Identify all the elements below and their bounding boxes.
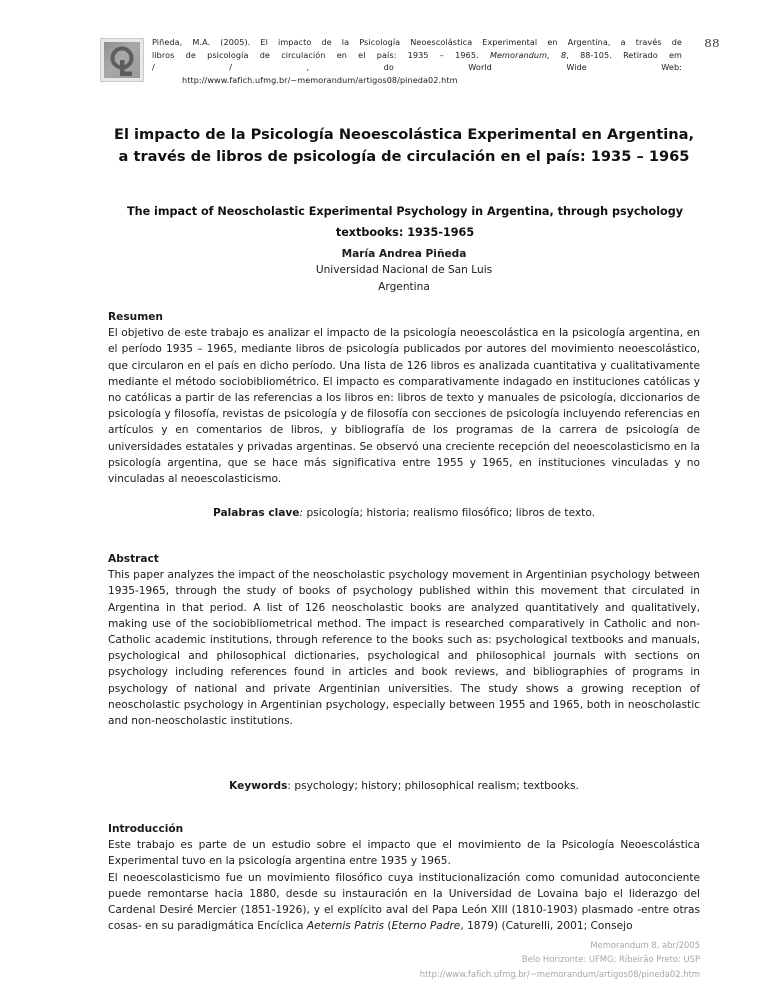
abstract-heading: Abstract bbox=[108, 553, 159, 565]
palabras-clave-separator: : bbox=[299, 507, 304, 519]
author-name: María Andrea Piñeda bbox=[341, 248, 467, 260]
memorandum-q-logo-icon bbox=[100, 38, 144, 82]
enciclica-title-translation: Eterno Padre bbox=[391, 920, 461, 933]
logo-graphic bbox=[104, 42, 140, 78]
keywords-label: Keywords bbox=[229, 780, 288, 792]
palabras-clave-line bbox=[108, 505, 700, 521]
citation-text bbox=[152, 36, 682, 86]
abstract-body: This paper analyzes the impact of the neoscholastic psychology movement in Argentinian psychology between 1935-1965, through the study of books of psychology published within this movement that circulated in Argentina in that period. A list of 126 neoscholastic books are analyzed quantitatively and qualitatively, making use of the sociobibliometrical method. The impact is researched comparatively in Catholic and non-Catholic academic institutions, through reference to the books such as: psychological textbooks and manuals, psychological and philosophical dictionaries, psychological and philosophical journals with sections on psychology including references found in articles and book reviews, and bibliographies of programs in psychology of national and private Argentinian universities. The study shows a growing reception of neoscholastic psychology in Argentinian psychology, especially between 1955 and 1965, both in neoscholastic and non-neoscholastic institutions. bbox=[108, 569, 700, 728]
palabras-clave-value: psicología; historia; realismo filosófico; libros de texto. bbox=[303, 507, 596, 519]
page-title-english: The impact of Neoscholastic Experimental Psychology in Argentina, through psychology textbooks: 1935-1965 bbox=[126, 205, 684, 240]
citation-journal-name: Memorandum, 8 bbox=[489, 49, 567, 60]
page-footer bbox=[108, 938, 700, 981]
resumen-heading: Resumen bbox=[108, 311, 163, 323]
footer-url: http://www.fafich.ufmg.br/~memorandum/artigos08/pineda02.htm bbox=[419, 968, 700, 979]
resumen-body: El objetivo de este trabajo es analizar el impacto de la psicología neoescolástica en la psicología argentina, en el período 1935 – 1965, mediante libros de psicología publicados por autores del movimiento neoescolástico, que circularon en el país en dicho período. Una lista de 126 libros es analizada cuantitativa y cualitativamente mediante el método sociobibliométrico. El impacto es comparativamente indagado en instituciones católicas y no católicas a partir de las referencias a los libros en: libros de texto y manuales de psicología, diccionarios de psicología y filosofía, revistas de psicología y de filosofía con secciones de psicología incluyendo referencias en artículos y en comentarios de libros, y bibliografía de los programas de la carrera de psicología de universidades estatales y privadas argentinas. Se observó una creciente recepción del neoescolasticismo en la psicología argentina, que se hace más significativa entre 1955 y 1965, en instituciones vinculadas y no vinculadas al neoescolasticismo. bbox=[108, 327, 700, 486]
citation-line-2: libros de psicología de circulación en el país: 1935 – 1965. Memorandum, 8, 88-105. Retirado em bbox=[152, 49, 682, 60]
abstract-section bbox=[108, 551, 700, 729]
page-title-spanish: El impacto de la Psicología Neoescolástica Experimental en Argentina, a través de libros de psicología de circulación en el país: 1935 – 1965 bbox=[113, 125, 695, 165]
citation-line-3: / / , do World Wide Web: bbox=[152, 62, 682, 73]
introduccion-section bbox=[108, 821, 700, 934]
introduccion-paragraph-2: El neoescolasticismo fue un movimiento filosófico cuya institucionalización como comunidad autoconciente puede remontarse hacia 1880, desde su instauración en la Universidad de Lovaina bajo el liderazgo del Cardenal Desiré Mercier (1851-1926), y el explícito aval del Papa León XIII (1810-1903) plasmado -entre otras cosas- en su paradigmática Encíclica Aeternis Patris (Eterno Padre, 1879) (Caturelli, 2001; Consejo bbox=[108, 871, 700, 933]
q-letter-icon bbox=[104, 42, 140, 78]
author-affiliation: Universidad Nacional de San Luis bbox=[315, 264, 493, 277]
introduccion-paragraph-1: Este trabajo es parte de un estudio sobre el impacto que el movimiento de la Psicología Neoescolástica Experimental tuvo en la psicología argentina entre 1935 y 1965. bbox=[108, 839, 700, 868]
footer-issue: Memorandum 8, abr/2005 bbox=[590, 940, 700, 950]
introduccion-heading: Introducción bbox=[108, 823, 184, 835]
palabras-clave-label: Palabras clave bbox=[212, 507, 300, 519]
author-country: Argentina bbox=[378, 280, 430, 293]
keywords-separator: : bbox=[287, 780, 291, 792]
resumen-section bbox=[108, 309, 700, 487]
author-block bbox=[108, 246, 700, 295]
citation-line-1: Piñeda, M.A. (2005). El impacto de la Psicología Neoescolástica Experimental en Argentina, a través de bbox=[152, 37, 682, 47]
citation-url: http://www.fafich.ufmg.br/~memorandum/artigos08/pineda02.htm bbox=[182, 74, 458, 85]
header-citation-block bbox=[100, 36, 720, 86]
enciclica-title: Aeternis Patris bbox=[306, 920, 385, 933]
page-number: 88 bbox=[704, 36, 720, 50]
footer-publisher: Belo Horizonte: UFMG; Ribeirão Preto: USP bbox=[521, 954, 700, 965]
keywords-value: psychology; history; philosophical realism; textbooks. bbox=[291, 780, 579, 792]
keywords-line bbox=[108, 778, 700, 794]
